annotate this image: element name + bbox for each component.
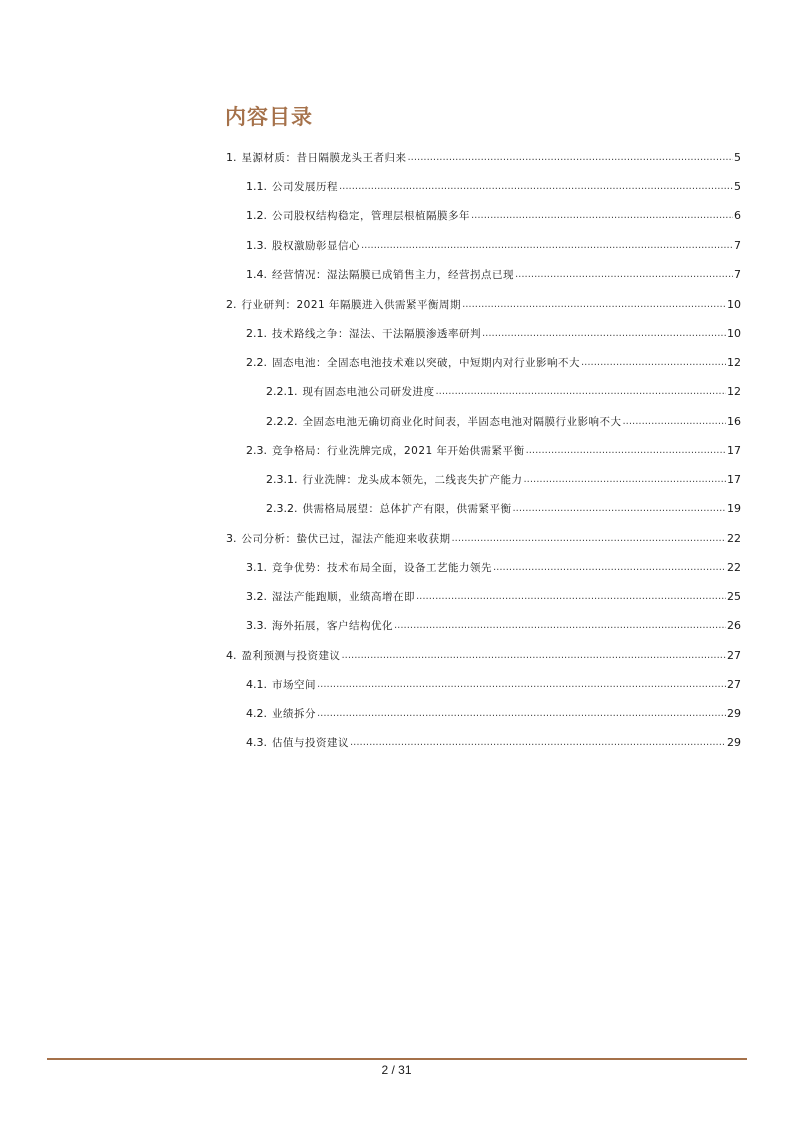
toc-entry-page: 27 xyxy=(727,678,741,691)
toc-entry-page: 5 xyxy=(734,151,741,164)
toc-entry[interactable] xyxy=(226,148,741,168)
toc-entry-number: 2.3. xyxy=(246,444,267,457)
toc-leader-dots xyxy=(524,470,727,490)
toc-entry-label: 竞争优势：技术布局全面，设备工艺能力领先 xyxy=(272,562,492,574)
toc-entry-label: 现有固态电池公司研发进度 xyxy=(302,386,435,398)
toc-entry-number: 1.2. xyxy=(246,209,267,222)
toc-entry[interactable] xyxy=(226,529,741,549)
toc-entry-page: 10 xyxy=(727,298,741,311)
toc-leader-dots xyxy=(317,675,726,695)
toc-entry-label: 行业研判：2021 年隔膜进入供需紧平衡周期 xyxy=(241,299,462,311)
toc-entry-number: 2.1. xyxy=(246,327,267,340)
toc-entry-page: 17 xyxy=(727,473,741,486)
page-indicator: 2 / 31 xyxy=(381,1063,412,1077)
toc-entry[interactable] xyxy=(266,412,741,432)
toc-entry[interactable] xyxy=(266,499,741,519)
toc-entry-label: 盈利预测与投资建议 xyxy=(241,650,341,662)
toc-entry-page: 5 xyxy=(734,180,741,193)
toc-entry-page: 12 xyxy=(727,356,741,369)
toc-entry-label: 公司分析：蛰伏已过，湿法产能迎来收获期 xyxy=(241,533,451,545)
toc-entry-page: 7 xyxy=(734,268,741,281)
toc-entry-number: 3. xyxy=(226,532,237,545)
toc-entry[interactable] xyxy=(266,470,741,490)
toc-leader-dots xyxy=(482,324,726,344)
toc-entry[interactable] xyxy=(246,558,741,578)
toc-entry-number: 3.3. xyxy=(246,619,267,632)
toc-entry-label: 股权激励彰显信心 xyxy=(272,240,360,252)
toc-entry[interactable] xyxy=(246,353,741,373)
toc-entry-label: 固态电池：全固态电池技术难以突破，中短期内对行业影响不大 xyxy=(272,357,580,369)
toc-leader-dots xyxy=(416,587,726,607)
toc-entry-label: 技术路线之争：湿法、干法隔膜渗透率研判 xyxy=(272,328,481,340)
toc-entry-page: 29 xyxy=(727,736,741,749)
toc-entry-label: 市场空间 xyxy=(272,679,316,691)
toc-entry-number: 3.1. xyxy=(246,561,267,574)
toc-title: 内容目录 xyxy=(225,104,313,129)
toc-entry-label: 竞争格局：行业洗牌完成，2021 年开始供需紧平衡 xyxy=(272,445,525,457)
toc-entry-number: 4. xyxy=(226,649,237,662)
toc-entry[interactable] xyxy=(246,177,741,197)
toc-entry[interactable] xyxy=(246,587,741,607)
toc-entry-page: 29 xyxy=(727,707,741,720)
toc-entry-page: 10 xyxy=(727,327,741,340)
toc-entry[interactable] xyxy=(226,646,741,666)
toc-entry-label: 公司发展历程 xyxy=(272,181,338,193)
toc-entry[interactable] xyxy=(246,206,741,226)
toc-entry-label: 公司股权结构稳定，管理层根植隔膜多年 xyxy=(272,210,470,222)
toc-entry-label: 全固态电池无确切商业化时间表，半固态电池对隔膜行业影响不大 xyxy=(302,416,622,428)
toc-entry[interactable] xyxy=(246,616,741,636)
toc-entry-number: 2.3.2. xyxy=(266,502,298,515)
toc-leader-dots xyxy=(452,529,727,549)
toc-entry-label: 行业洗牌：龙头成本领先，二线丧失扩产能力 xyxy=(302,474,523,486)
toc-entry[interactable] xyxy=(226,295,741,315)
toc-entry-number: 1.1. xyxy=(246,180,267,193)
toc-entry-number: 4.3. xyxy=(246,736,267,749)
toc-entry-page: 19 xyxy=(727,502,741,515)
toc-entry-number: 2. xyxy=(226,298,237,311)
toc-entry-page: 16 xyxy=(727,415,741,428)
toc-entry-number: 3.2. xyxy=(246,590,267,603)
toc-entry-label: 估值与投资建议 xyxy=(272,737,349,749)
toc-entry-number: 4.2. xyxy=(246,707,267,720)
toc-leader-dots xyxy=(462,295,726,315)
toc-leader-dots xyxy=(493,558,726,578)
toc-entry-page: 26 xyxy=(727,619,741,632)
toc-entry-page: 12 xyxy=(727,385,741,398)
toc-leader-dots xyxy=(361,236,733,256)
footer-divider xyxy=(47,1058,747,1060)
toc-entry[interactable] xyxy=(246,441,741,461)
toc-entry-label: 业绩拆分 xyxy=(272,708,316,720)
toc-leader-dots xyxy=(436,382,727,402)
toc-entry-label: 星源材质：昔日隔膜龙头王者归来 xyxy=(241,152,407,164)
toc-leader-dots xyxy=(623,412,727,432)
toc-entry[interactable] xyxy=(266,382,741,402)
toc-entry-page: 17 xyxy=(727,444,741,457)
toc-leader-dots xyxy=(339,177,733,197)
toc-entry-label: 经营情况：湿法隔膜已成销售主力，经营拐点已现 xyxy=(272,269,514,281)
toc-leader-dots xyxy=(342,646,727,666)
toc-entry-page: 22 xyxy=(727,561,741,574)
toc-entry[interactable] xyxy=(246,675,741,695)
toc-entry[interactable] xyxy=(246,265,741,285)
toc-leader-dots xyxy=(471,206,733,226)
toc-entry-number: 2.3.1. xyxy=(266,473,298,486)
toc-entry-page: 27 xyxy=(727,649,741,662)
toc-entry-page: 22 xyxy=(727,532,741,545)
toc-entry[interactable] xyxy=(246,733,741,753)
toc-leader-dots xyxy=(513,499,727,519)
toc-leader-dots xyxy=(526,441,726,461)
toc-entry-number: 2.2. xyxy=(246,356,267,369)
toc-entry-page: 6 xyxy=(734,209,741,222)
toc-entry-number: 1. xyxy=(226,151,237,164)
toc-leader-dots xyxy=(581,353,726,373)
toc-entry-number: 4.1. xyxy=(246,678,267,691)
toc-entry-page: 7 xyxy=(734,239,741,252)
toc-leader-dots xyxy=(408,148,734,168)
toc-entry-number: 1.4. xyxy=(246,268,267,281)
toc-entry[interactable] xyxy=(246,704,741,724)
toc-entry-label: 湿法产能跑顺，业绩高增在即 xyxy=(272,591,415,603)
toc-entry-label: 供需格局展望：总体扩产有限，供需紧平衡 xyxy=(302,503,512,515)
toc-entry-number: 2.2.1. xyxy=(266,385,298,398)
toc-entry-label: 海外拓展，客户结构优化 xyxy=(272,620,393,632)
toc-leader-dots xyxy=(317,704,726,724)
toc-entry-page: 25 xyxy=(727,590,741,603)
toc-entry[interactable] xyxy=(246,324,741,344)
toc-leader-dots xyxy=(350,733,726,753)
toc-leader-dots xyxy=(515,265,733,285)
toc-leader-dots xyxy=(394,616,726,636)
toc-entry-number: 1.3. xyxy=(246,239,267,252)
toc-entry[interactable] xyxy=(246,236,741,256)
toc-entry-number: 2.2.2. xyxy=(266,415,298,428)
